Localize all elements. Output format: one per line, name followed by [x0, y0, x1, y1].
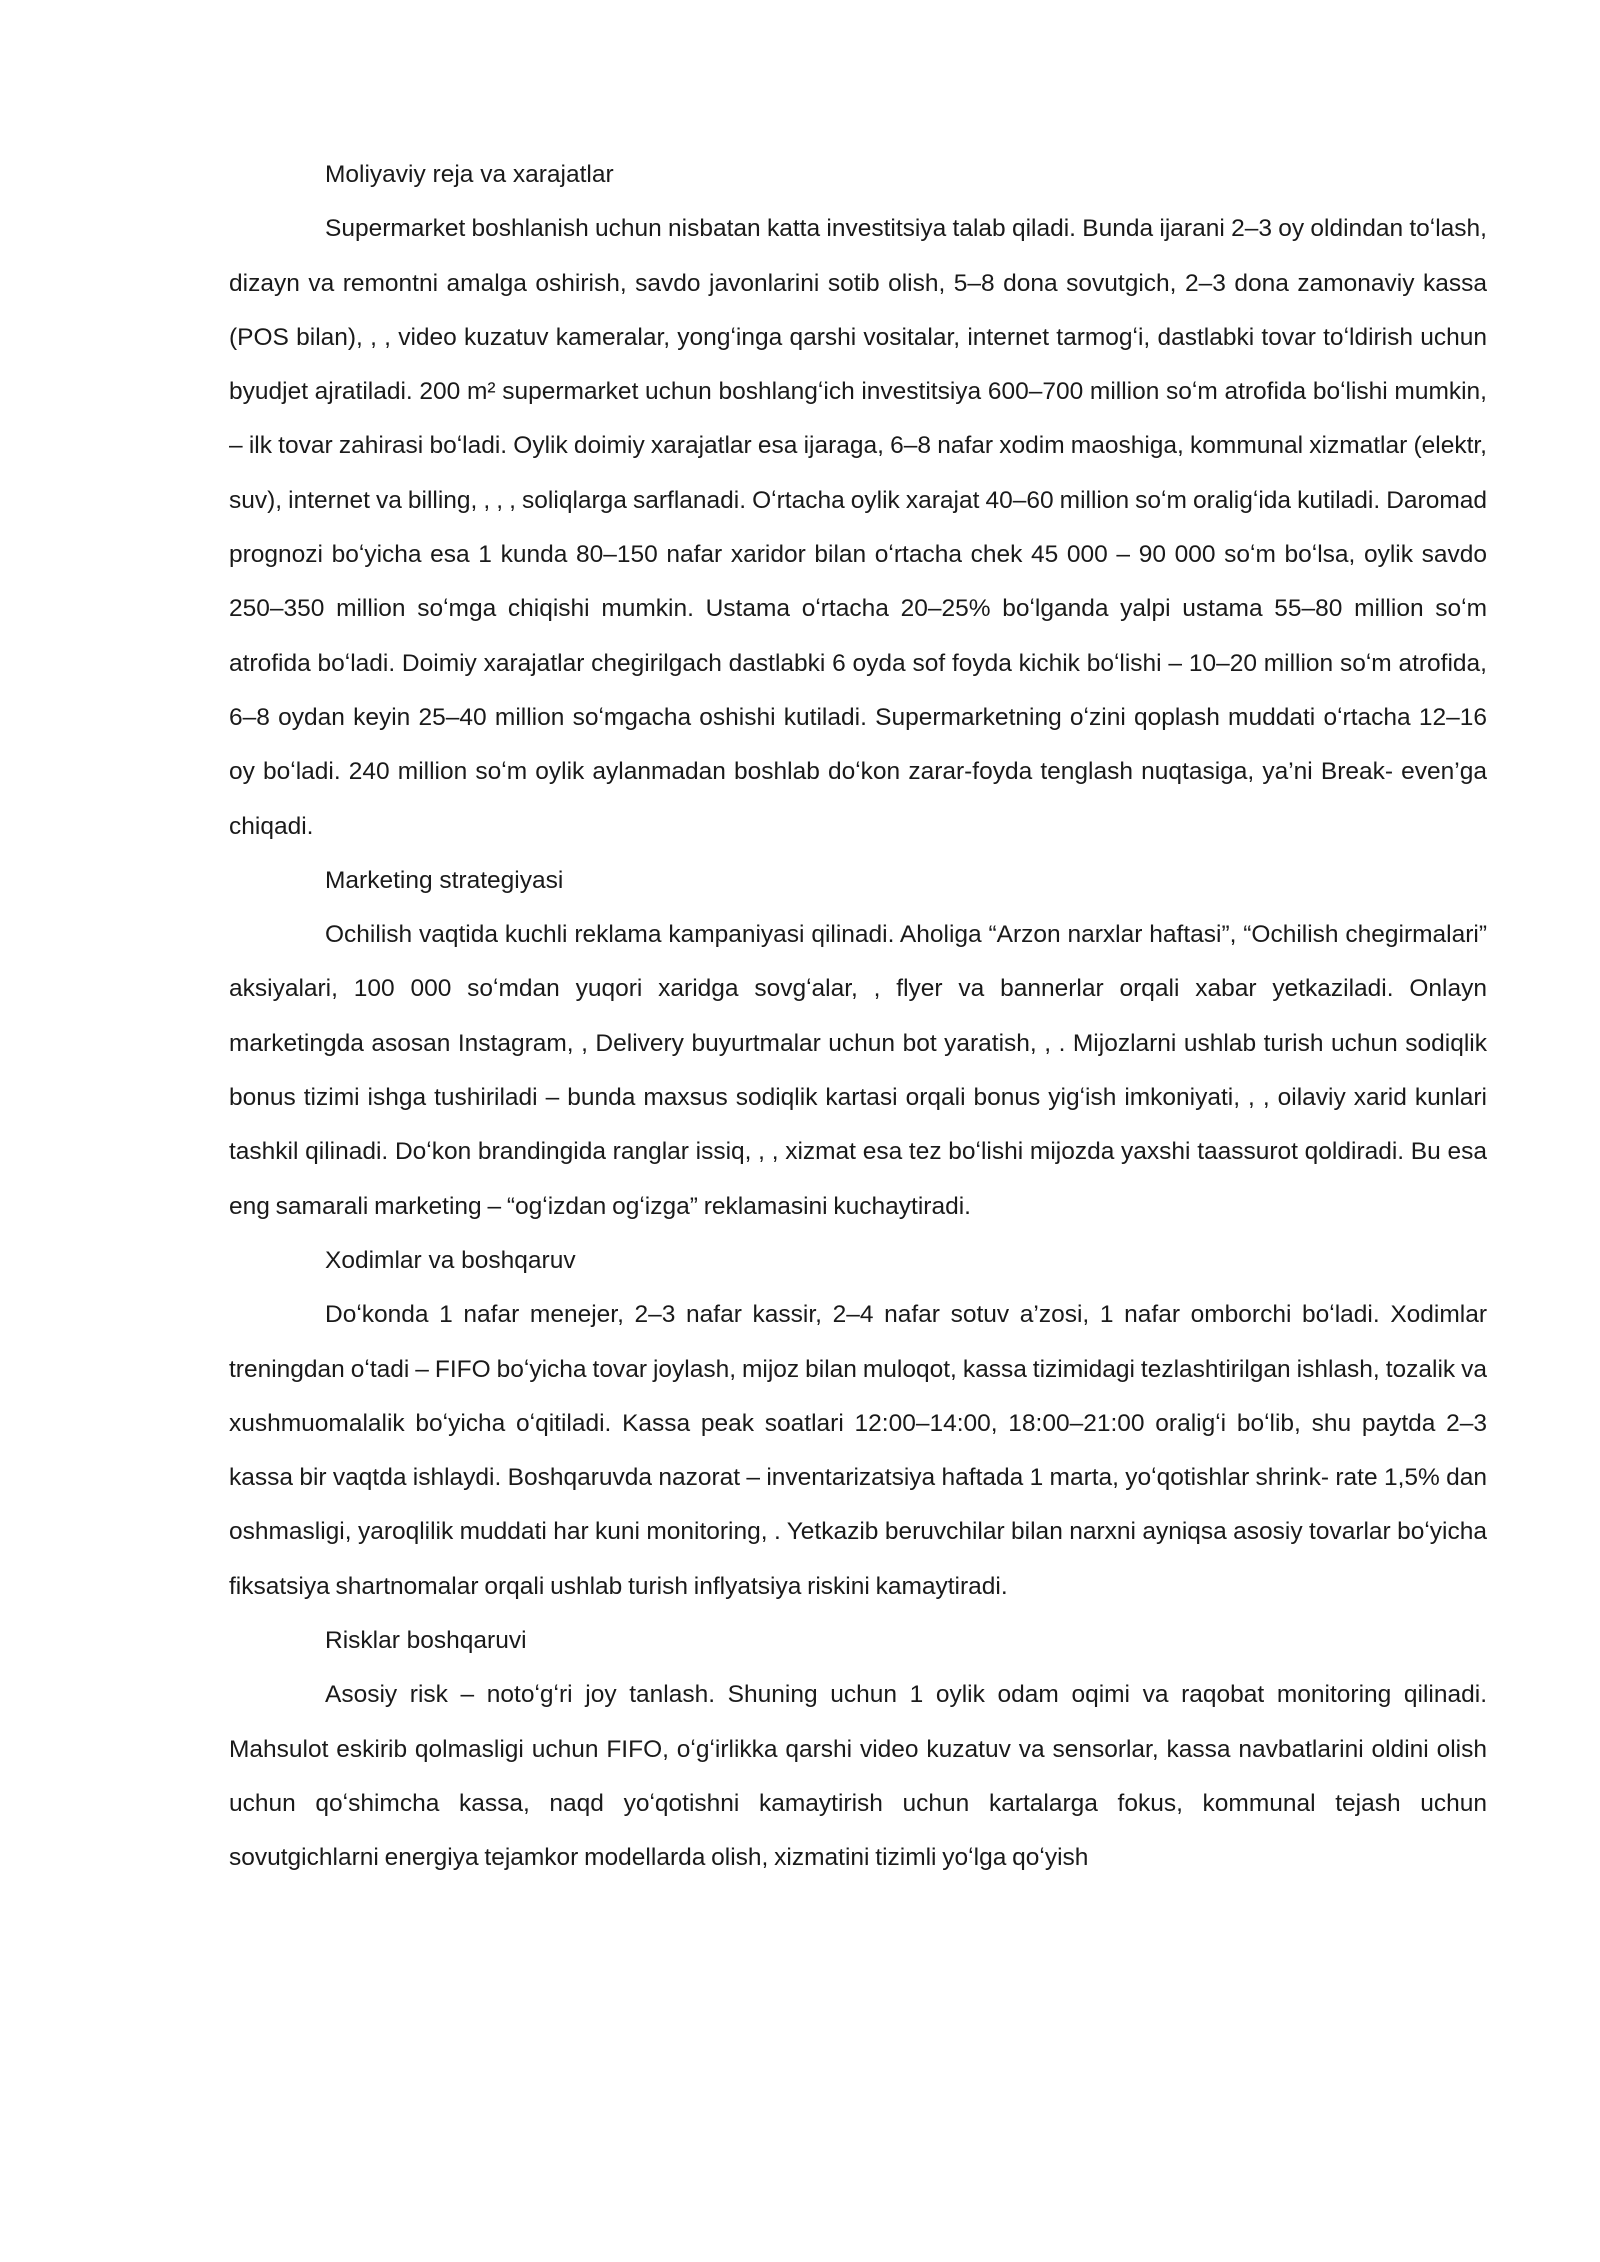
- document-body: [229, 148, 1487, 1886]
- section-heading-financial-plan: Moliyaviy reja va xarajatlar: [325, 161, 614, 188]
- section-paragraph-staff-management: Doʻkonda 1 nafar menejer, 2–3 nafar kassir, 2–4 nafar sotuv a’zosi, 1 nafar omborchi boʻladi. Xodimlar treningdan oʻtadi – FIFO boʻyicha tovar joylash, mijoz bilan muloqot, kassa tizimidagi tezlashtirilgan ishlash, tozalik va xushmuomalalik boʻyicha oʻqitiladi. Kassa peak soatlari 12:00–14:00, 18:00–21:00 oraligʻi boʻlib, shu paytda 2–3 kassa bir vaqtda ishlaydi. Boshqaruvda nazorat – inventarizatsiya haftada 1 marta, yoʻqotishlar shrink- rate 1,5% dan oshmasligi, yaroqlilik muddati har kuni monitoring, . Yetkazib beruvchilar bilan narxni ayniqsa asosiy tovarlar boʻyicha fiksatsiya shartnomalar orqali ushlab turish inflyatsiya riskini kamaytiradi.: [229, 1301, 1487, 1600]
- section-heading-staff-management: Xodimlar va boshqaruv: [325, 1246, 576, 1274]
- section-paragraph-risk-management: Asosiy risk – notoʻgʻri joy tanlash. Shuning uchun 1 oylik odam oqimi va raqobat monitoring qilinadi. Mahsulot eskirib qolmasligi uchun FIFO, oʻgʻirlikka qarshi video kuzatuv va sensorlar, kassa navbatlarini oldini olish uchun qoʻshimcha kassa, naqd yoʻqotishni kamaytirish uchun kartalarga fokus, kommunal tejash uchun sovutgichlarni energiya tejamkor modellarda olish, xizmatini tizimli yoʻlga qoʻyish: [229, 1681, 1487, 1872]
- section-paragraph-marketing-strategy: Ochilish vaqtida kuchli reklama kampaniyasi qilinadi. Aholiga “Arzon narxlar haftasi”, “Ochilish chegirmalari” aksiyalari, 100 000 soʻmdan yuqori xaridga sovgʻalar, , flyer va bannerlar orqali xabar yetkaziladi. Onlayn marketingda asosan Instagram, , Delivery buyurtmalar uchun bot yaratish, , . Mijozlarni ushlab turish uchun sodiqlik bonus tizimi ishga tushiriladi – bunda maxsus sodiqlik kartasi orqali bonus yigʻish imkoniyati, , , oilaviy xarid kunlari tashkil qilinadi. Doʻkon brandingida ranglar issiq, , , xizmat esa tez boʻlishi mijozda yaxshi taassurot qoldiradi. Bu esa eng samarali marketing – “ogʻizdan ogʻizga” reklamasini kuchaytiradi.: [229, 921, 1487, 1220]
- section-heading-risk-management: Risklar boshqaruvi: [325, 1627, 527, 1655]
- section-heading-marketing-strategy: Marketing strategiyasi: [325, 866, 564, 894]
- section-paragraph-financial-plan: Supermarket boshlanish uchun nisbatan katta investitsiya talab qiladi. Bunda ijarani 2–3 oy oldindan toʻlash, dizayn va remontni amalga oshirish, savdo javonlarini sotib olish, 5–8 dona sovutgich, 2–3 dona zamonaviy kassa (POS bilan), , , video kuzatuv kameralar, yongʻinga qarshi vositalar, internet tarmogʻi, dastlabki tovar toʻldirish uchun byudjet ajratiladi. 200 m² supermarket uchun boshlangʻich investitsiya 600–700 million soʻm atrofida boʻlishi mumkin, – ilk tovar zahirasi boʻladi. Oylik doimiy xarajatlar esa ijaraga, 6–8 nafar xodim maoshiga, kommunal xizmatlar (elektr, suv), internet va billing, , , , soliqlarga sarflanadi. Oʻrtacha oylik xarajat 40–60 million soʻm oraligʻida kutiladi. Daromad prognozi boʻyicha esa 1 kunda 80–150 nafar xaridor bilan oʻrtacha chek 45 000 – 90 000 soʻm boʻlsa, oylik savdo 250–350 million soʻmga chiqishi mumkin. Ustama oʻrtacha 20–25% boʻlganda yalpi ustama 55–80 million soʻm atrofida boʻladi. Doimiy xarajatlar chegirilgach dastlabki 6 oyda sof foyda kichik boʻlishi – 10–20 million soʻm atrofida, 6–8 oydan keyin 25–40 million soʻmgacha oshishi kutiladi. Supermarketning oʻzini qoplash muddati oʻrtacha 12–16 oy boʻladi. 240 million soʻm oylik aylanmadan boshlab doʻkon zarar-foyda tenglash nuqtasiga, ya’ni Break- even’ga chiqadi.: [229, 215, 1487, 840]
